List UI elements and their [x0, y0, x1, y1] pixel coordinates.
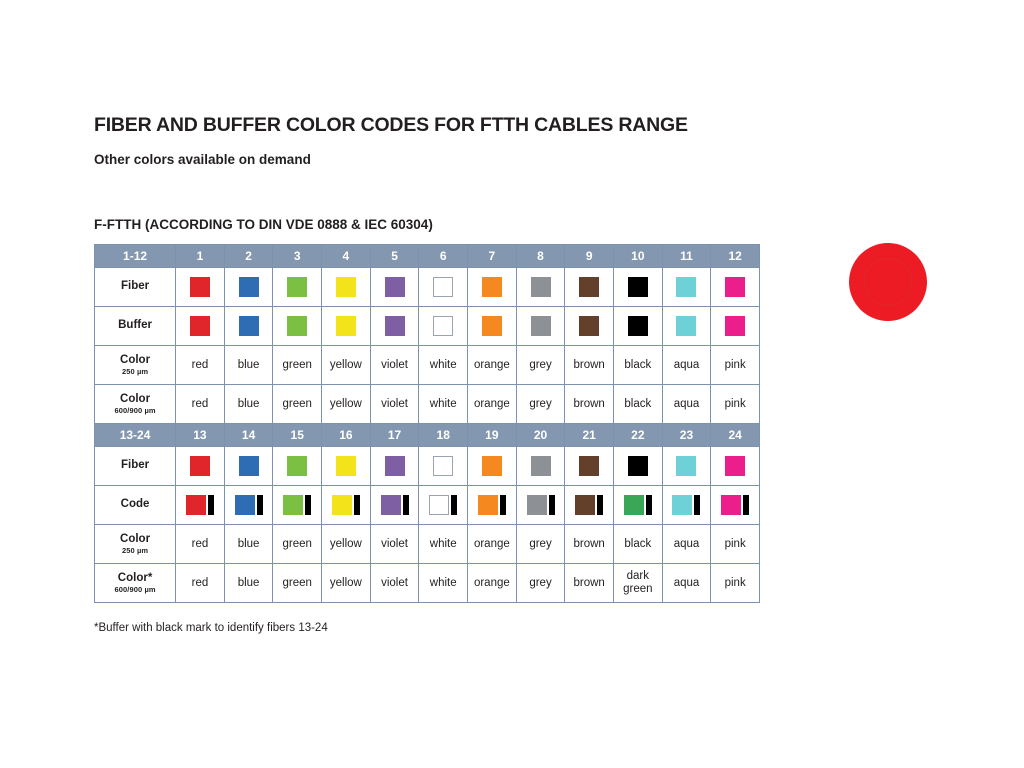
code-swatch-color	[527, 495, 547, 515]
row-label: Color* 600/900 µm	[95, 564, 176, 603]
color-swatch-cell	[370, 307, 419, 346]
code-swatch-cell	[468, 486, 517, 525]
color-swatch	[531, 316, 551, 336]
color-name-cell: aqua	[662, 385, 711, 424]
code-swatch-color	[429, 495, 449, 515]
color-swatch	[190, 316, 210, 336]
color-swatch-cell	[516, 268, 565, 307]
code-swatch	[517, 495, 565, 515]
code-swatch-black-mark	[354, 495, 360, 515]
code-swatch	[565, 495, 613, 515]
color-name-cell: brown	[565, 346, 614, 385]
code-swatch-black-mark	[500, 495, 506, 515]
color-name-cell: orange	[468, 564, 517, 603]
code-swatch-black-mark	[305, 495, 311, 515]
code-swatch	[176, 495, 224, 515]
row-label: Color 600/900 µm	[95, 385, 176, 424]
code-swatch-black-mark	[257, 495, 263, 515]
code-swatch-cell	[322, 486, 371, 525]
code-swatch-black-mark	[451, 495, 457, 515]
header-fiber-number: 5	[370, 245, 419, 268]
color-swatch	[628, 316, 648, 336]
color-name-cell: green	[273, 525, 322, 564]
color-swatch-cell	[176, 447, 225, 486]
code-swatch	[663, 495, 711, 515]
red-circle-decoration	[849, 243, 927, 321]
color-swatch-cell	[322, 268, 371, 307]
header-range-label: 1-12	[95, 245, 176, 268]
color-swatch	[482, 277, 502, 297]
color-name-cell: grey	[516, 525, 565, 564]
color-name-cell: violet	[370, 564, 419, 603]
row-label-sub: 600/900 µm	[114, 584, 156, 594]
header-fiber-number: 12	[711, 245, 760, 268]
color-swatch	[628, 456, 648, 476]
code-swatch-cell	[565, 486, 614, 525]
code-swatch-cell	[224, 486, 273, 525]
code-swatch-color	[672, 495, 692, 515]
color-swatch	[385, 277, 405, 297]
table-row	[95, 564, 760, 603]
header-fiber-number: 11	[662, 245, 711, 268]
color-swatch-cell	[662, 307, 711, 346]
color-swatch-cell	[322, 307, 371, 346]
table-row	[95, 486, 760, 525]
color-name-cell: white	[419, 525, 468, 564]
page-title: FIBER AND BUFFER COLOR CODES FOR FTTH CABLES RANGE	[94, 114, 688, 136]
color-swatch-cell	[176, 307, 225, 346]
row-label: Color 250 µm	[95, 346, 176, 385]
code-swatch-black-mark	[694, 495, 700, 515]
color-name-cell: blue	[224, 525, 273, 564]
code-swatch	[322, 495, 370, 515]
color-swatch-cell	[711, 447, 760, 486]
header-fiber-number: 23	[662, 424, 711, 447]
color-name-cell: brown	[565, 564, 614, 603]
color-name-cell: blue	[224, 346, 273, 385]
code-swatch-cell	[711, 486, 760, 525]
color-name-cell: orange	[468, 385, 517, 424]
color-swatch-cell	[322, 447, 371, 486]
color-swatch-cell	[662, 447, 711, 486]
color-swatch-cell	[516, 447, 565, 486]
row-label: Fiber	[95, 268, 176, 307]
color-name-cell: violet	[370, 385, 419, 424]
code-swatch-color	[332, 495, 352, 515]
color-swatch-cell	[662, 268, 711, 307]
header-fiber-number: 21	[565, 424, 614, 447]
table-row	[95, 385, 760, 424]
color-swatch	[482, 456, 502, 476]
color-swatch-cell	[176, 268, 225, 307]
color-swatch-cell	[419, 307, 468, 346]
color-swatch	[336, 316, 356, 336]
color-swatch-cell	[565, 447, 614, 486]
code-swatch-cell	[419, 486, 468, 525]
code-swatch	[273, 495, 321, 515]
color-name-text: dark	[626, 569, 650, 582]
row-label-sub: 600/900 µm	[114, 405, 156, 415]
color-name-cell: blue	[224, 564, 273, 603]
code-swatch-color	[283, 495, 303, 515]
color-swatch-cell	[565, 307, 614, 346]
code-swatch-cell	[370, 486, 419, 525]
row-label: Buffer	[95, 307, 176, 346]
color-name-cell: violet	[370, 525, 419, 564]
code-swatch-color	[721, 495, 741, 515]
code-swatch-color	[624, 495, 644, 515]
color-swatch-cell	[614, 307, 663, 346]
color-name-cell: white	[419, 385, 468, 424]
color-name-cell: orange	[468, 525, 517, 564]
color-swatch	[190, 456, 210, 476]
color-swatch	[433, 316, 453, 336]
color-name-text: green	[623, 583, 653, 595]
header-fiber-number: 18	[419, 424, 468, 447]
table-header-row	[95, 245, 760, 268]
section-title: F-FTTH (ACCORDING TO DIN VDE 0888 & IEC 60304)	[94, 217, 433, 232]
header-fiber-number: 3	[273, 245, 322, 268]
color-swatch-cell	[224, 447, 273, 486]
color-name-cell: pink	[711, 346, 760, 385]
red-circle-inner-ring	[864, 258, 912, 306]
code-swatch-black-mark	[549, 495, 555, 515]
color-name-cell: pink	[711, 385, 760, 424]
table-row	[95, 447, 760, 486]
page-subtitle: Other colors available on demand	[94, 152, 311, 167]
color-name-cell: red	[176, 525, 225, 564]
color-swatch-cell	[516, 307, 565, 346]
color-name-cell: yellow	[322, 564, 371, 603]
code-swatch-cell	[614, 486, 663, 525]
color-swatch-cell	[711, 268, 760, 307]
color-swatch-cell	[614, 268, 663, 307]
color-name-cell: black	[614, 346, 663, 385]
color-swatch	[287, 316, 307, 336]
color-swatch	[239, 277, 259, 297]
header-fiber-number: 6	[419, 245, 468, 268]
header-fiber-number: 15	[273, 424, 322, 447]
color-name-cell: grey	[516, 385, 565, 424]
color-swatch-cell	[273, 268, 322, 307]
table-header-row	[95, 424, 760, 447]
code-swatch-black-mark	[403, 495, 409, 515]
code-swatch	[419, 495, 467, 515]
color-swatch-cell	[224, 268, 273, 307]
color-name-cell: violet	[370, 346, 419, 385]
code-swatch-color	[186, 495, 206, 515]
color-swatch	[676, 456, 696, 476]
header-fiber-number: 16	[322, 424, 371, 447]
header-fiber-number: 1	[176, 245, 225, 268]
color-name-cell: orange	[468, 346, 517, 385]
code-swatch-cell	[273, 486, 322, 525]
color-name-cell: pink	[711, 564, 760, 603]
header-fiber-number: 24	[711, 424, 760, 447]
code-swatch	[468, 495, 516, 515]
color-name-cell: brown	[565, 525, 614, 564]
color-swatch-cell	[370, 268, 419, 307]
color-code-table	[94, 244, 760, 603]
color-swatch	[725, 277, 745, 297]
color-swatch	[287, 277, 307, 297]
color-name-cell: brown	[565, 385, 614, 424]
row-label: Code	[95, 486, 176, 525]
color-name-cell	[614, 564, 663, 603]
code-swatch-black-mark	[646, 495, 652, 515]
row-label: Fiber	[95, 447, 176, 486]
color-swatch	[336, 277, 356, 297]
color-swatch	[531, 456, 551, 476]
color-name-cell: yellow	[322, 346, 371, 385]
color-name-cell: black	[614, 525, 663, 564]
color-name-cell: yellow	[322, 385, 371, 424]
color-swatch	[239, 456, 259, 476]
color-swatch	[531, 277, 551, 297]
header-fiber-number: 19	[468, 424, 517, 447]
header-fiber-number: 2	[224, 245, 273, 268]
color-name-cell: yellow	[322, 525, 371, 564]
color-name-cell: grey	[516, 346, 565, 385]
color-swatch	[579, 277, 599, 297]
color-swatch-cell	[224, 307, 273, 346]
table-row	[95, 525, 760, 564]
header-fiber-number: 4	[322, 245, 371, 268]
row-label-sub: 250 µm	[121, 366, 149, 376]
code-swatch-black-mark	[208, 495, 214, 515]
color-swatch-cell	[419, 447, 468, 486]
color-swatch	[482, 316, 502, 336]
color-swatch	[239, 316, 259, 336]
code-swatch-cell	[176, 486, 225, 525]
color-swatch	[676, 277, 696, 297]
header-fiber-number: 8	[516, 245, 565, 268]
table-row	[95, 268, 760, 307]
color-swatch	[628, 277, 648, 297]
table-row	[95, 307, 760, 346]
header-range-label: 13-24	[95, 424, 176, 447]
color-swatch-cell	[614, 447, 663, 486]
header-fiber-number: 22	[614, 424, 663, 447]
color-swatch	[287, 456, 307, 476]
header-fiber-number: 9	[565, 245, 614, 268]
code-swatch	[614, 495, 662, 515]
color-swatch	[385, 316, 405, 336]
color-swatch	[579, 316, 599, 336]
color-name-cell: pink	[711, 525, 760, 564]
color-name-cell: aqua	[662, 346, 711, 385]
color-swatch	[433, 456, 453, 476]
color-name-cell: red	[176, 564, 225, 603]
color-swatch-cell	[370, 447, 419, 486]
color-name-cell: white	[419, 564, 468, 603]
code-swatch-black-mark	[597, 495, 603, 515]
code-swatch	[371, 495, 419, 515]
color-name-cell: aqua	[662, 564, 711, 603]
color-swatch	[336, 456, 356, 476]
header-fiber-number: 17	[370, 424, 419, 447]
color-swatch	[725, 316, 745, 336]
code-swatch-color	[381, 495, 401, 515]
color-name-cell: red	[176, 385, 225, 424]
row-label: Color 250 µm	[95, 525, 176, 564]
header-fiber-number: 7	[468, 245, 517, 268]
color-name-cell: black	[614, 385, 663, 424]
color-swatch-cell	[468, 307, 517, 346]
code-swatch-color	[478, 495, 498, 515]
code-swatch	[711, 495, 759, 515]
code-swatch-color	[575, 495, 595, 515]
header-fiber-number: 10	[614, 245, 663, 268]
color-name-cell: white	[419, 346, 468, 385]
row-label-sub: 250 µm	[121, 545, 149, 555]
color-swatch-cell	[273, 447, 322, 486]
color-name-cell: red	[176, 346, 225, 385]
color-swatch	[725, 456, 745, 476]
color-name-cell: green	[273, 385, 322, 424]
color-name-cell: blue	[224, 385, 273, 424]
color-name-cell: aqua	[662, 525, 711, 564]
color-swatch	[190, 277, 210, 297]
header-fiber-number: 14	[224, 424, 273, 447]
table-row	[95, 346, 760, 385]
color-swatch	[385, 456, 405, 476]
code-swatch-black-mark	[743, 495, 749, 515]
code-swatch-color	[235, 495, 255, 515]
color-swatch-cell	[565, 268, 614, 307]
color-swatch-cell	[468, 268, 517, 307]
code-swatch	[225, 495, 273, 515]
color-swatch	[433, 277, 453, 297]
color-swatch-cell	[273, 307, 322, 346]
header-fiber-number: 13	[176, 424, 225, 447]
code-swatch-cell	[516, 486, 565, 525]
color-name-cell: green	[273, 564, 322, 603]
color-name-cell: green	[273, 346, 322, 385]
color-swatch-cell	[711, 307, 760, 346]
code-swatch-cell	[662, 486, 711, 525]
footnote: *Buffer with black mark to identify fibers 13-24	[94, 622, 328, 634]
color-name-cell: grey	[516, 564, 565, 603]
color-swatch	[579, 456, 599, 476]
color-swatch	[676, 316, 696, 336]
header-fiber-number: 20	[516, 424, 565, 447]
color-swatch-cell	[419, 268, 468, 307]
color-swatch-cell	[468, 447, 517, 486]
